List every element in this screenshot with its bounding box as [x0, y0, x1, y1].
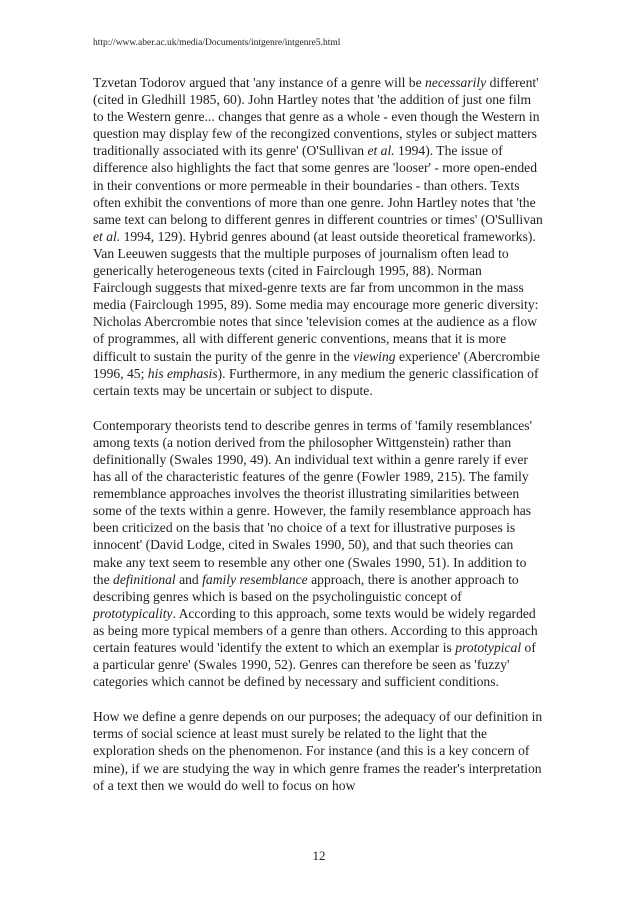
paragraph-1	[93, 74, 543, 399]
source-url: http://www.aber.ac.uk/media/Documents/intgenre/intgenre5.html	[93, 38, 341, 48]
paragraph-3	[93, 708, 543, 793]
text-run: different' (cited in Gledhill 1985, 60). John Hartley notes that 'the addition of just one film to the Western genre... changes that genre as a whole - even though the Western in question may display few of the recongized conventions, styles or subject matters traditionally associated with its genre' (O'Sullivan	[93, 75, 540, 159]
italic-emphasis: et al.	[367, 143, 395, 159]
text-run: and	[175, 571, 203, 587]
italic-emphasis: family resemblance	[202, 571, 308, 587]
italic-emphasis: et al.	[93, 228, 121, 244]
text-run: 1994, 129). Hybrid genres abound (at least outside theoretical frameworks). Van Leeuwen suggests that the multiple purposes of journalism often lead to generically heterogeneous texts (cited in Fairclough 1995, 88). Norman Fairclough suggests that mixed-genre texts are far from uncommon in the mass media (Fairclough 1995, 89). Some media may encourage more generic diversity: Nicholas Abercrombie notes that since 'television comes at the audience as a flow of programmes, all with different generic conventions, means that it is more difficult to sustain the purity of the genre in the	[93, 228, 539, 364]
text-run: approach, there is another approach to describing genres which is based on the psycholinguistic concept of	[93, 571, 519, 604]
text-run: ). Furthermore, in any medium the generic classification of certain texts may be uncertain or subject to dispute.	[93, 365, 539, 398]
text-run: Contemporary theorists tend to describe genres in terms of 'family resemblances' among texts (a notion derived from the philosopher Wittgenstein) rather than definitionally (Swales 1990, 49). An individual text within a genre rarely if ever has all of the characteristic features of the genre (Fowler 1989, 215). The family rememblance approaches involves the theorist illustrating similarities between some of the texts within a genre. However, the family resemblance approach has been criticized on the basis that 'no choice of a text for illustrative purposes is innocent' (David Lodge, cited in Swales 1990, 50), and that such theories can make any text seem to resemble any other one (Swales 1990, 51). In addition to the	[93, 417, 533, 587]
italic-emphasis: prototypical	[455, 640, 522, 655]
italic-emphasis: definitional	[113, 571, 176, 587]
text-run: 1994). The issue of difference also highlights the fact that some genres are 'looser' - more open-ended in their conventions or more permeable in their boundaries - than others. Texts often exhibit the conventions of more than one genre. John Hartley notes that 'the same text can belong to different genres in different countries or times' (O'Sullivan	[93, 143, 543, 227]
text-run: . According to this approach, some texts would be widely regarded as being more typical members of a genre than others. According to this approach certain features would 'identify the extent to which an exemplar is	[93, 605, 538, 655]
italic-emphasis: viewing	[353, 348, 396, 364]
italic-emphasis: his emphasis	[147, 365, 218, 381]
text-run: experience' (Abercrombie 1996, 45;	[93, 348, 540, 381]
italic-emphasis: necessarily	[425, 75, 487, 90]
italic-emphasis: prototypicality	[93, 605, 173, 621]
paragraph-2	[93, 417, 543, 691]
text-run: of a particular genre' (Swales 1990, 52). Genres can therefore be seen as 'fuzzy' categories which cannot be defined by necessary and sufficient conditions.	[93, 640, 536, 690]
body-text	[93, 74, 543, 812]
page-number: 12	[312, 848, 326, 863]
text-run: Tzvetan Todorov argued that 'any instance of a genre will be	[93, 75, 426, 90]
text-run: How we define a genre depends on our purposes; the adequacy of our definition in terms of social science at least must surely be related to the light that the exploration sheds on the phenomenon. For instance (and this is a key concern of mine), if we are studying the way in which genre frames the reader's interpretation of a text then we would do well to focus on how	[93, 709, 543, 793]
